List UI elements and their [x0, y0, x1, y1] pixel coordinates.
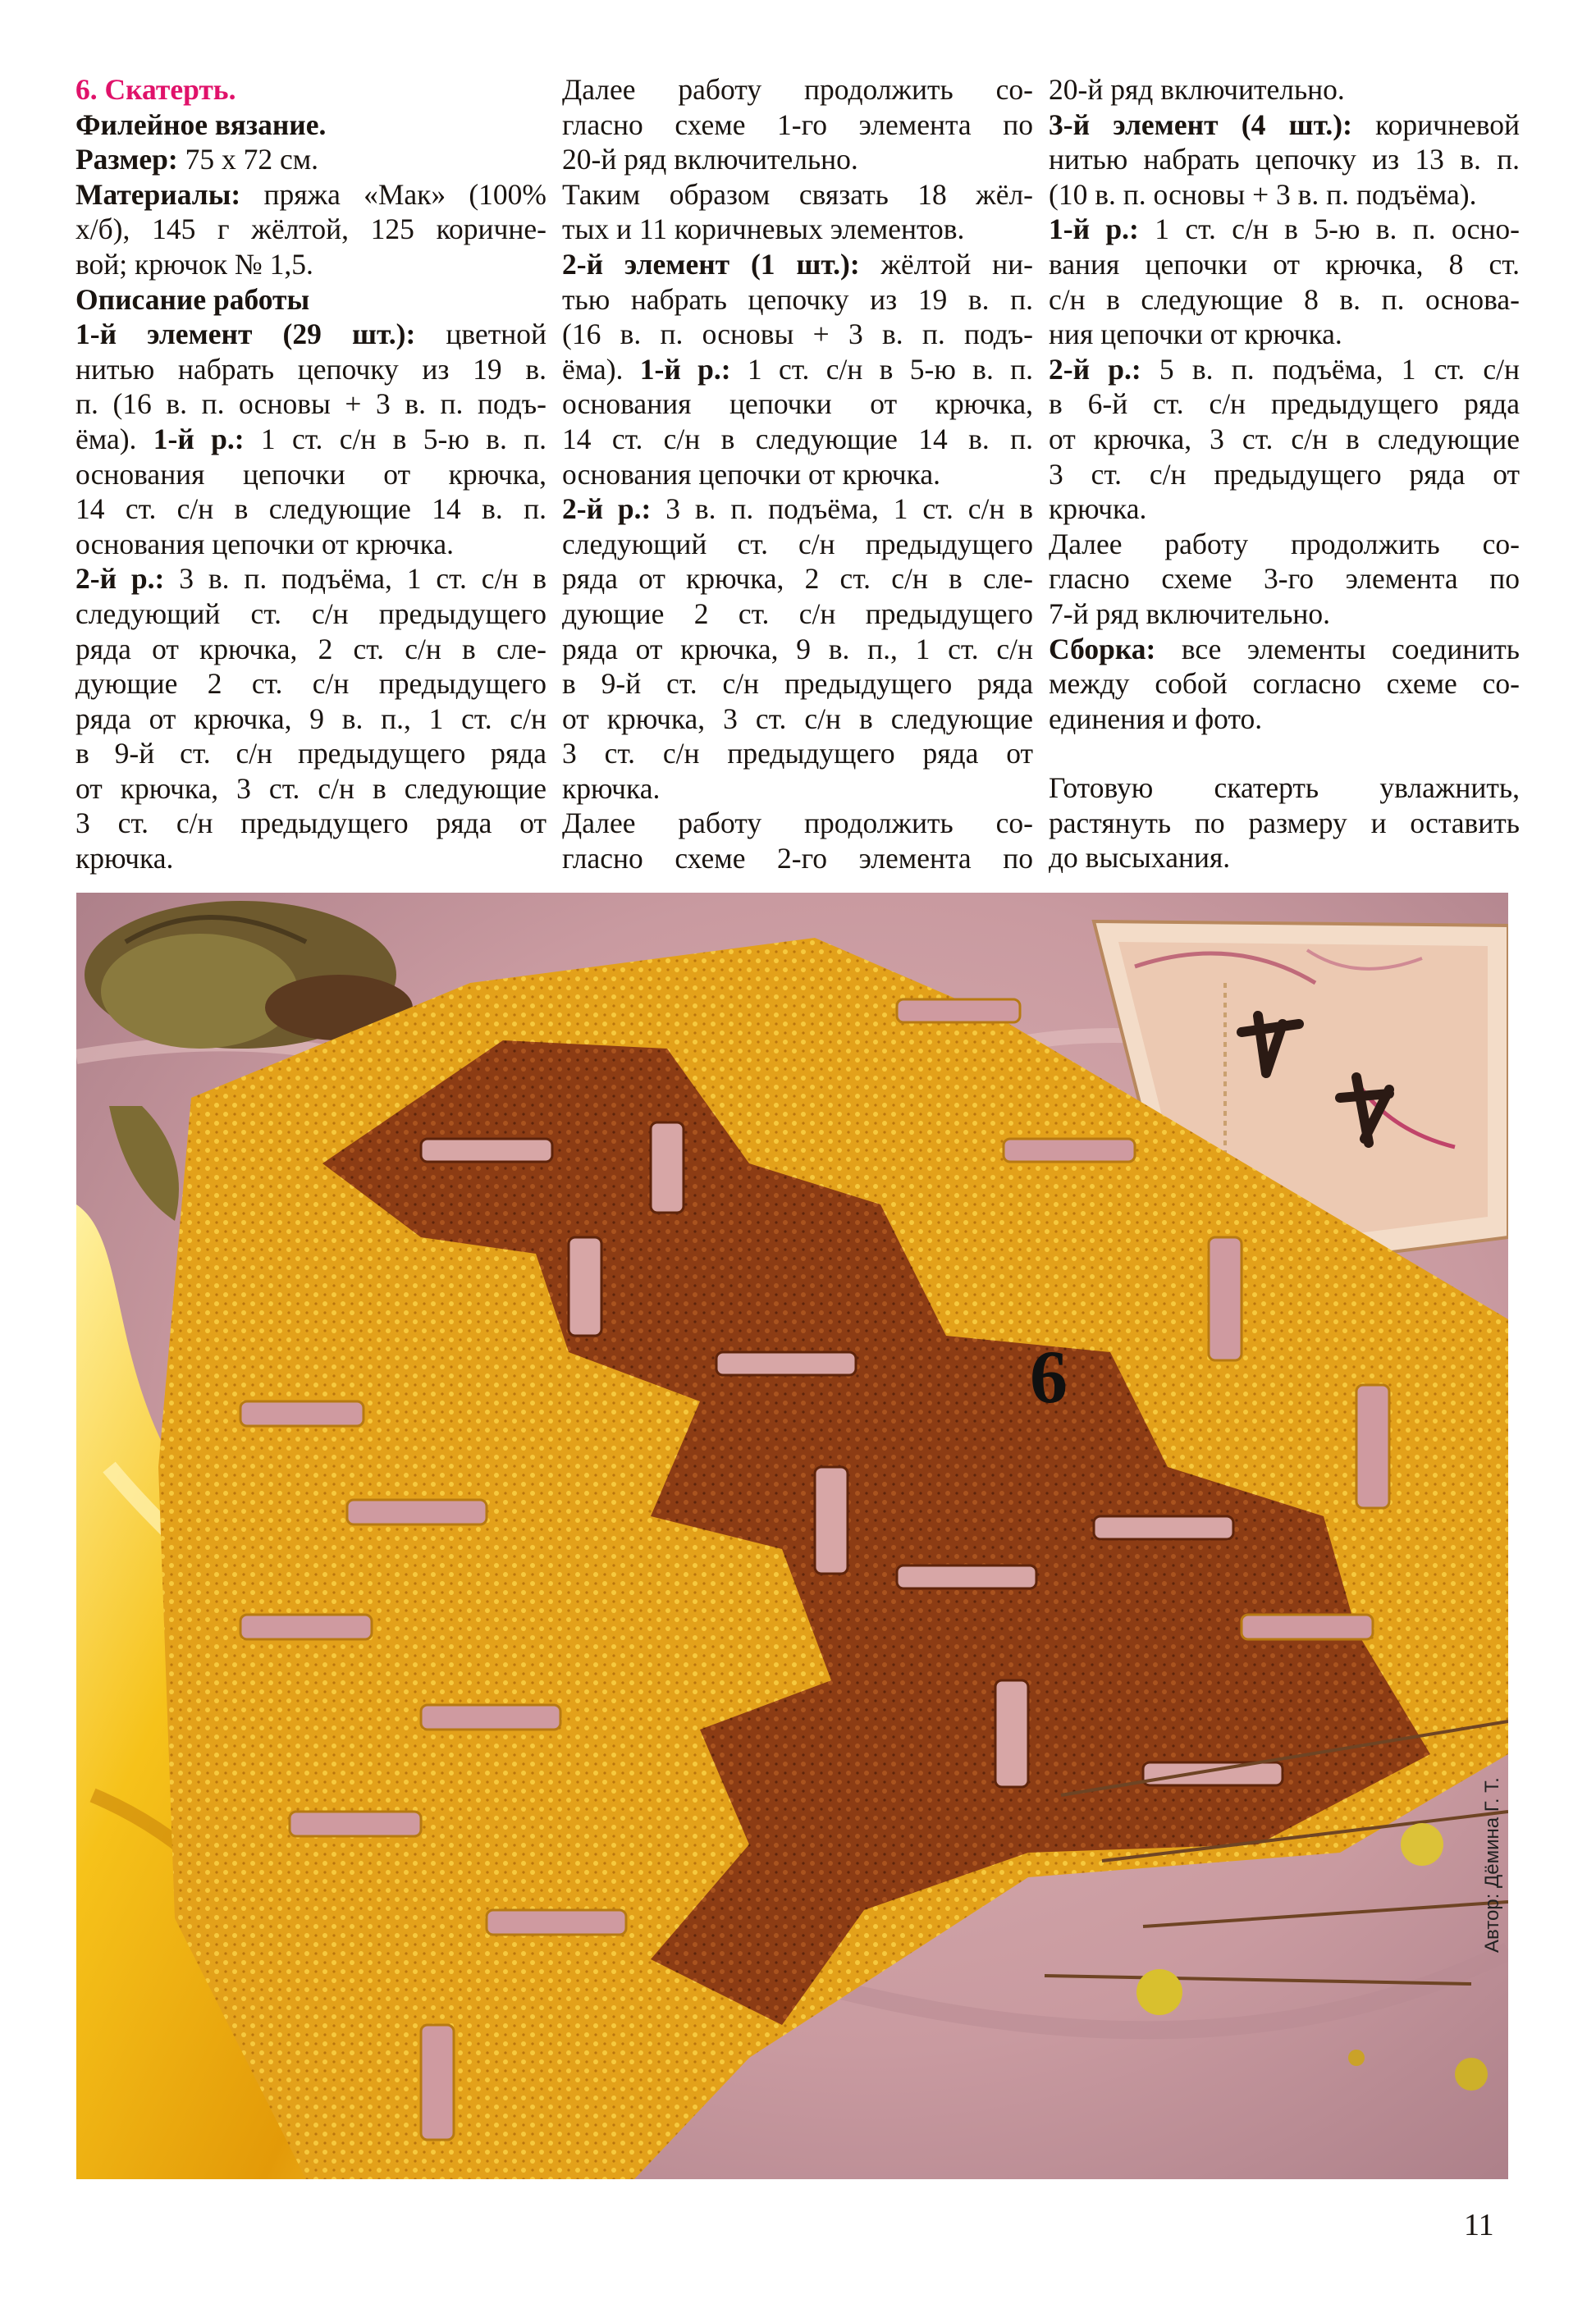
col2-line: 3 ст. с/н предыдущего ряда от — [562, 737, 1033, 770]
col1-line: 14 ст. с/н в следующие 14 в. п. — [75, 492, 546, 526]
col1-line: в 9-й ст. с/н предыдущего ряда — [75, 737, 546, 770]
col1-line: следующий ст. с/н предыдущего — [75, 596, 546, 630]
text-column-2 — [562, 72, 1033, 876]
col2-line: Далее работу продолжить со- — [562, 807, 1033, 840]
col3-line: гласно схеме 3-го элемента по — [1049, 562, 1520, 596]
col2-line: в 9-й ст. с/н предыдущего ряда — [562, 667, 1033, 701]
col3-line: 20-й ряд включительно. — [1049, 73, 1345, 106]
col3-line: единения и фото. — [1049, 702, 1263, 735]
col3-line: 1-й р.: 1 ст. с/н в 5-ю в. п. осно- — [1049, 213, 1520, 246]
col2-line: следующий ст. с/н предыдущего — [562, 527, 1033, 560]
col1-line: 3 ст. с/н предыдущего ряда от — [75, 807, 546, 840]
col3-line: ния цепочки от крючка. — [1049, 318, 1342, 351]
col2-line: гласно схеме 1-го элемента по — [562, 107, 1033, 141]
tablecloth-photo — [76, 893, 1508, 2179]
article-title: 6. Скатерть. — [75, 73, 236, 106]
materials-line-3: вой; крючок № 1,5. — [75, 247, 313, 281]
col2-line: основания цепочки от крючка. — [562, 457, 940, 491]
col3-line: (10 в. п. основы + 3 в. п. подъёма). — [1049, 177, 1477, 211]
col2-line: гласно схеме 2-го элемента по — [562, 842, 1033, 875]
tablecloth-illustration — [76, 893, 1508, 2179]
col2-line: основания цепочки от крючка, — [562, 387, 1033, 421]
col2-line: ряда от крючка, 9 в. п., 1 ст. с/н — [562, 632, 1033, 665]
col2-line: тых и 11 коричневых элементов. — [562, 213, 965, 246]
size-line: Размер: 75 х 72 см. — [75, 143, 319, 176]
col1-line: основания цепочки от крючка. — [75, 527, 454, 560]
col2-body — [562, 72, 1033, 876]
col3-line: Далее работу продолжить со- — [1049, 527, 1520, 560]
col1-line: 1-й элемент (29 шт.): цветной — [75, 318, 546, 351]
col2-line: 2-й элемент (1 шт.): жёлтой ни- — [562, 247, 1033, 281]
col2-line: (16 в. п. основы + 3 в. п. подъ- — [562, 318, 1033, 351]
col3-line: до высыхания. — [1049, 841, 1231, 875]
col3-line: нитью набрать цепочку из 13 в. п. — [1049, 143, 1520, 176]
col3-line: вания цепочки от крючка, 8 ст. — [1049, 247, 1520, 281]
photo-number: 6 — [1030, 1335, 1068, 1419]
col3-line: 3 ст. с/н предыдущего ряда от — [1049, 457, 1520, 491]
col3-line: от крючка, 3 ст. с/н в следующие — [1049, 422, 1520, 455]
materials-line-2: х/б), 145 г жёлтой, 125 коричне- — [75, 213, 546, 246]
col2-line: Далее работу продолжить со- — [562, 73, 1033, 106]
col2-line: Таким образом связать 18 жёл- — [562, 177, 1033, 211]
col3-line: растянуть по размеру и оставить — [1049, 806, 1520, 839]
col3-line: между собой согласно схеме со- — [1049, 667, 1520, 701]
col2-line: 14 ст. с/н в следующие 14 в. п. — [562, 422, 1033, 455]
col3-line: с/н в следующие 8 в. п. основа- — [1049, 282, 1520, 316]
col2-line: крючка. — [562, 771, 661, 805]
col3-line: 3-й элемент (4 шт.): коричневой — [1049, 107, 1520, 141]
page-number: 11 — [1464, 2208, 1494, 2242]
author-credit: Автор: Дёмина Г. Т. — [1481, 1777, 1503, 1953]
col1-line: ёма). 1-й р.: 1 ст. с/н в 5-ю в. п. — [75, 422, 547, 455]
col2-line: ёма). 1-й р.: 1 ст. с/н в 5-ю в. п. — [562, 352, 1034, 386]
col2-line: тью набрать цепочку из 19 в. п. — [562, 282, 1033, 316]
col1-line: 2-й р.: 3 в. п. подъёма, 1 ст. с/н в — [75, 562, 547, 596]
col3-line: 2-й р.: 5 в. п. подъёма, 1 ст. с/н — [1049, 352, 1521, 386]
description-heading: Описание работы — [75, 282, 310, 316]
col1-line: ряда от крючка, 2 ст. с/н в сле- — [75, 632, 546, 665]
text-column-3 — [1049, 72, 1520, 875]
col1-line: дующие 2 ст. с/н предыдущего — [75, 667, 546, 701]
col2-line: дующие 2 ст. с/н предыдущего — [562, 596, 1033, 630]
col1-line: крючка. — [75, 842, 174, 875]
col3-body — [1049, 72, 1520, 875]
col3-line: Сборка: все элементы соединить — [1049, 632, 1520, 665]
technique-heading: Филейное вязание. — [75, 107, 327, 141]
col1-line: нитью набрать цепочку из 19 в. — [75, 352, 546, 386]
col3-line: крючка. — [1049, 492, 1147, 526]
col2-line: от крючка, 3 ст. с/н в следующие — [562, 702, 1033, 735]
col2-line: ряда от крючка, 2 ст. с/н в сле- — [562, 562, 1033, 596]
col1-line: п. (16 в. п. основы + 3 в. п. подъ- — [75, 387, 546, 421]
col2-line: 20-й ряд включительно. — [562, 143, 858, 176]
col3-line: в 6-й ст. с/н предыдущего ряда — [1049, 387, 1520, 421]
col3-line: Готовую скатерть увлажнить, — [1049, 771, 1520, 805]
col3-line: 7-й ряд включительно. — [1049, 596, 1331, 630]
col1-body — [75, 317, 546, 876]
col1-line: основания цепочки от крючка, — [75, 457, 546, 491]
text-column-1 — [75, 72, 546, 876]
materials-line-1: Материалы: пряжа «Мак» (100% — [75, 177, 547, 211]
col1-line: ряда от крючка, 9 в. п., 1 ст. с/н — [75, 702, 546, 735]
col2-line: 2-й р.: 3 в. п. подъёма, 1 ст. с/н в — [562, 492, 1034, 526]
col1-line: от крючка, 3 ст. с/н в следующие — [75, 771, 546, 805]
